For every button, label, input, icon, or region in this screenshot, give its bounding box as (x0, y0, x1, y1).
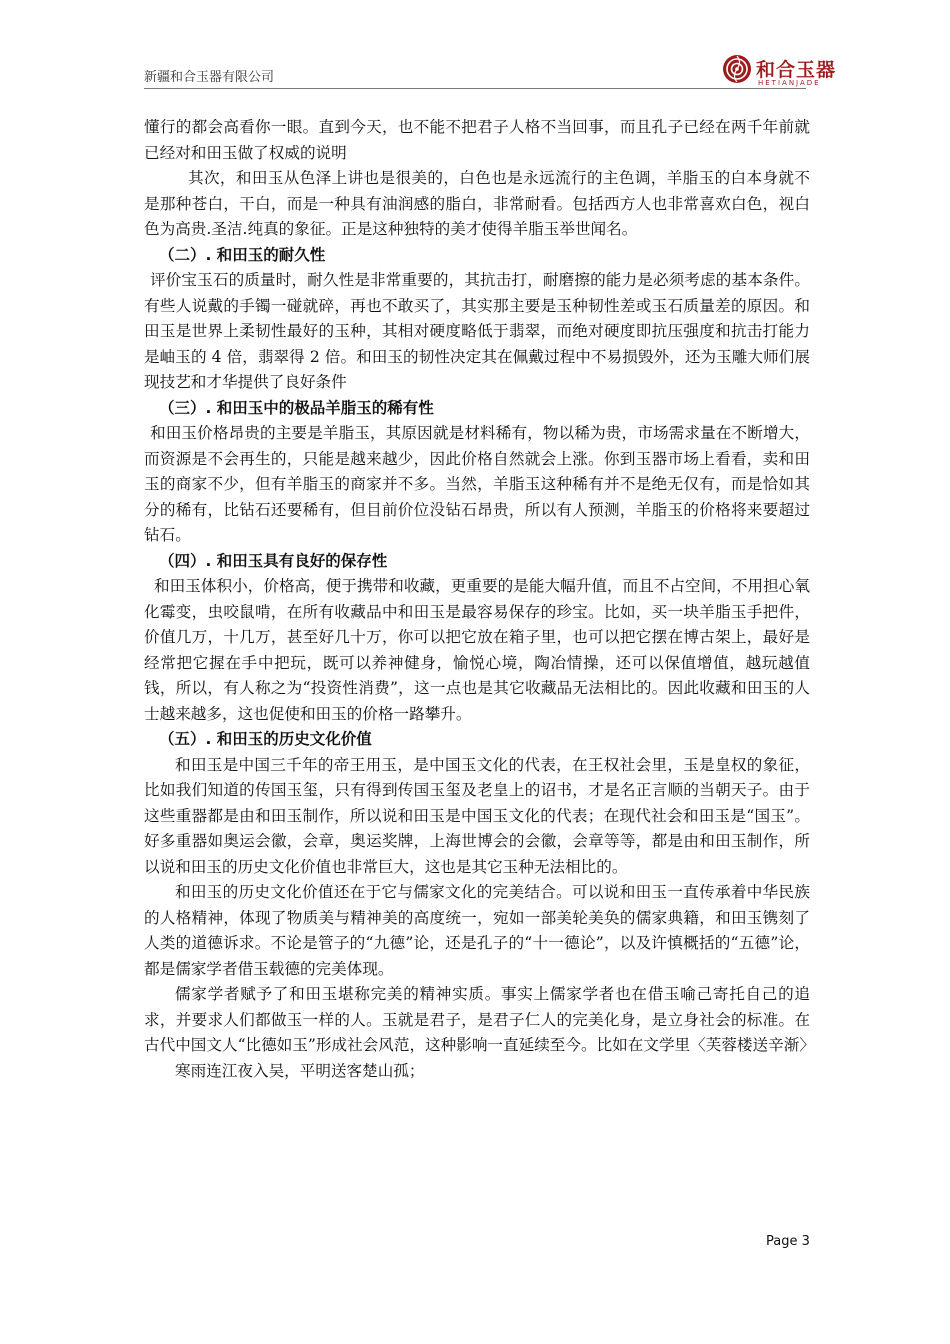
section-heading: （二）. 和田玉的耐久性 (159, 245, 326, 264)
logo-emblem-icon (722, 54, 752, 84)
section-heading: （四）. 和田玉具有良好的保存性 (159, 551, 388, 570)
header-company-name: 新疆和合玉器有限公司 (144, 70, 275, 85)
paragraph: 评价宝玉石的质量时，耐久性是非常重要的，其抗击打，耐磨擦的能力是必须考虑的基本条件。有些人说戴的手镯一碰就碎，再也不敢买了，其实那主要是玉种韧性差或玉石质量差的原因。和田玉是世界上柔韧性最好的玉种，其相对硬度略低于翡翠，而绝对硬度即抗压强度和抗击打能力是岫玉的 4 倍，翡翠得 2 倍。和田玉的韧性决定其在佩戴过程中不易损毁外，还为玉雕大师们展现技艺和才华提供了良好条件 (144, 271, 810, 391)
logo-text: 和合玉器 (756, 59, 837, 81)
section-heading: （三）. 和田玉中的极品羊脂玉的稀有性 (159, 398, 434, 417)
logo-subtext: HETIANJADE (758, 79, 821, 87)
section-heading: （五）. 和田玉的历史文化价值 (159, 730, 372, 748)
paragraph: 和田玉体积小，价格高，便于携带和收藏，更重要的是能大幅升值，而且不占空间，不用担心氧化霉变，虫咬鼠啃，在所有收藏品中和田玉是最容易保存的珍宝。比如，买一块羊脂玉手把件，价值几万，十几万，甚至好几十万，你可以把它放在箱子里，也可以把它摆在博古架上，最好是经常把它握在手中把玩，既可以养神健身，愉悦心境，陶冶情操，还可以保值增值，越玩越值钱，所以，有人称之为“投资性消费”，这一点也是其它收藏品无法相比的。因此收藏和田玉的人士越来越多，这也促使和田玉的价格一路攀升。 (144, 577, 810, 723)
page-number: Page 3 (766, 1234, 810, 1249)
header-divider (144, 88, 806, 89)
company-logo (722, 52, 837, 92)
poem-line: 寒雨连江夜入吴，平明送客楚山孤； (175, 1061, 425, 1080)
paragraph: 和田玉是中国三千年的帝王用玉，是中国玉文化的代表，在王权社会里，玉是皇权的象征，比如我们知道的传国玉玺，只有得到传国玉玺及老皇上的诏书，才是名正言顺的当朝天子。由于这些重器都是由和田玉制作，所以说和田玉是中国玉文化的代表；在现代社会和田玉是“国玉”。好多重器如奥运会徽，会章，奥运奖牌，上海世博会的会徽，会章等等，都是由和田玉制作，所以说和田玉的历史文化价值也非常巨大，这也是其它玉种无法相比的。 (144, 755, 810, 876)
paragraph: 和田玉价格昂贵的主要是羊脂玉，其原因就是材料稀有，物以稀为贵，市场需求量在不断增大，而资源是不会再生的，只能是越来越少，因此价格自然就会上涨。你到玉器市场上看看，卖和田玉的商家不少，但有羊脂玉的商家并不多。当然，羊脂玉这种稀有并不是绝无仅有，而是恰如其分的稀有，比钻石还要稀有，但目前价位没钻石昂贵，所以有人预测，羊脂玉的价格将来要超过钻石。 (144, 424, 810, 544)
paragraph: 其次，和田玉从色泽上讲也是很美的，白色也是永远流行的主色调，羊脂玉的白本身就不是那种苍白，干白，而是一种具有油润感的脂白，非常耐看。包括西方人也非常喜欢白色，视白色为高贵.圣洁.纯真的象征。正是这种独特的美才使得羊脂玉举世闻名。 (144, 169, 810, 238)
paragraph: 儒家学者赋予了和田玉堪称完美的精神实质。事实上儒家学者也在借玉喻己寄托自己的追求，并要求人们都做玉一样的人。玉就是君子，是君子仁人的完美化身，是立身社会的标准。在古代中国文人“比德如玉”形成社会风范，这种影响一直延续至今。比如在文学里〈芙蓉楼送辛渐〉 (144, 985, 815, 1054)
paragraph: 懂行的都会高看你一眼。直到今天，也不能不把君子人格不当回事，而且孔子已经在两千年前就已经对和田玉做了权威的说明 (144, 118, 810, 162)
paragraph: 和田玉的历史文化价值还在于它与儒家文化的完美结合。可以说和田玉一直传承着中华民族的人格精神，体现了物质美与精神美的高度统一，宛如一部美轮美奂的儒家典籍，和田玉镌刻了人类的道德诉求。不论是管子的“九德”论，还是孔子的“十一德论”，以及许慎概括的“五德”论，都是儒家学者借玉载德的完美体现。 (144, 883, 810, 978)
body-text (144, 115, 815, 1084)
